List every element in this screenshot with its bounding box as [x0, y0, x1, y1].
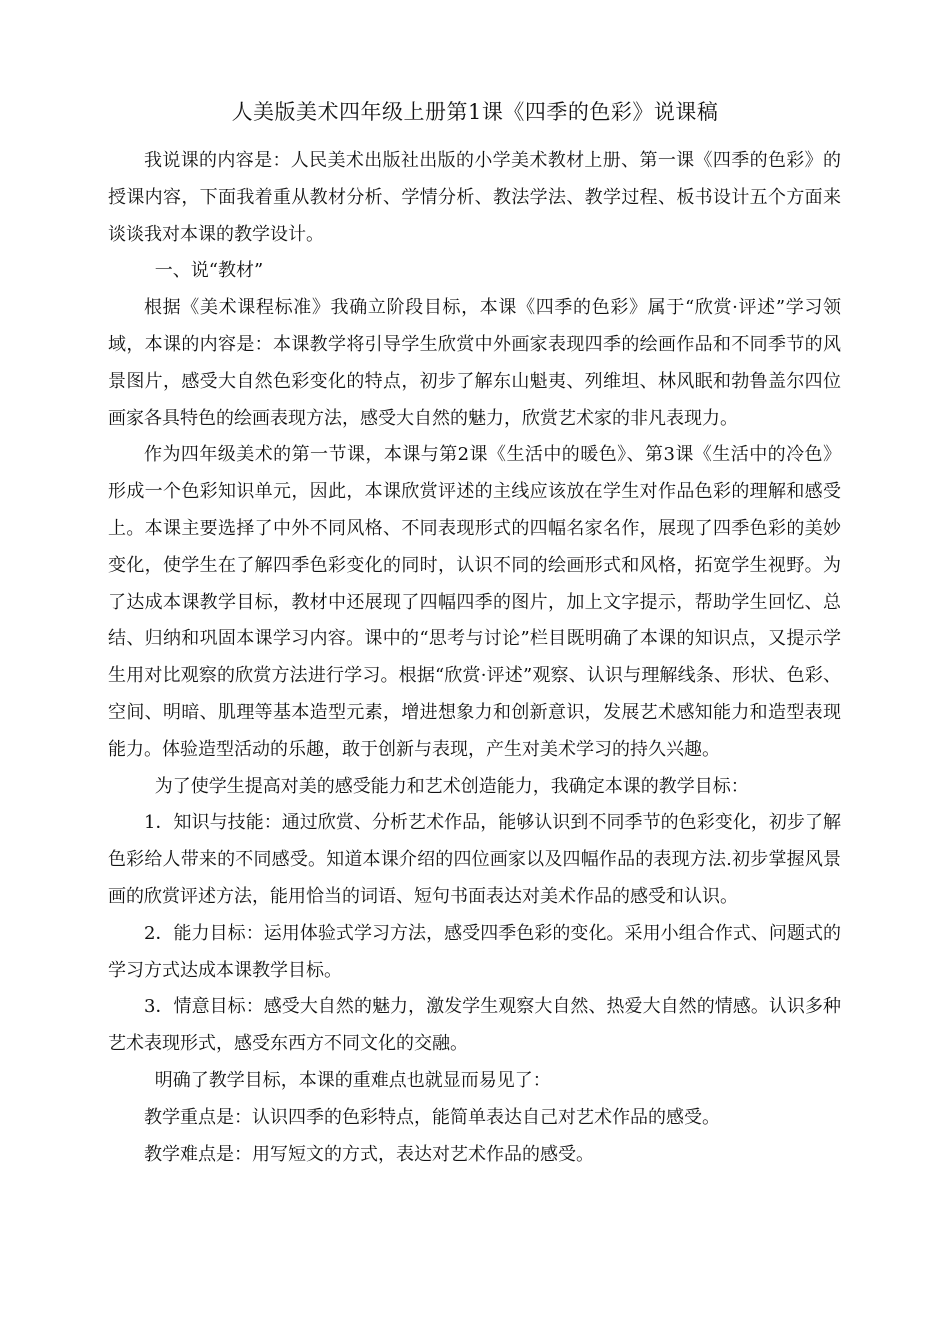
section-heading-textbook: 一、说“教材” — [154, 260, 264, 282]
paragraph-intro: 我说课的内容是：人民美术出版社出版的小学美术教材上册、第一课《四季的色彩》的授课内容，下面我着重从教材分析、学情分析、教法学法、教学过程、板书设计五个方面来谈谈我对本课的教学设计。 — [108, 150, 841, 245]
paragraph-unit: 作为四年级美术的第一节课，本课与第2课《生活中的暖色》、第3课《生活中的冷色》形成一个色彩知识单元，因此，本课欣赏评述的主线应该放在学生对作品色彩的理解和感受上。本课主要选择了中外不同风格、不同表现形式的四幅名家名作，展现了四季色彩的美妙变化，使学生在了解四季色彩变化的同时，认识不同的绘画形式和风格，拓宽学生视野。为了达成本课教学目标，教材中还展现了四幅四季的图片，加上文字提示，帮助学生回忆、总结、归纳和巩固本课学习内容。课中的“思考与讨论”栏目既明确了本课的知识点，又提示学生用对比观察的欣赏方法进行学习。根据“欣赏·评述”观察、认识与理解线条、形状、色彩、空间、明暗、肌理等基本造型元素，增进想象力和创新意识，发展艺术感知能力和造型表现能力。体验造型活动的乐趣，敢于创新与表现，产生对美术学习的持久兴趣。 — [108, 444, 841, 760]
paragraph-goals-intro: 为了使学生提高对美的感受能力和艺术创造能力，我确定本课的教学目标： — [154, 775, 749, 797]
paragraph-goal-ability: 2．能力目标：运用体验式学习方法，感受四季色彩的变化。采用小组合作式、问题式的学习方式达成本课教学目标。 — [108, 922, 841, 981]
paragraph-goal-knowledge: 1．知识与技能：通过欣赏、分析艺术作品，能够认识到不同季节的色彩变化，初步了解色彩给人带来的不同感受。知道本课介绍的四位画家以及四幅作品的表现方法.初步掌握风景画的欣赏评述方法，能用恰当的词语、短句书面表达对美术作品的感受和认识。 — [108, 812, 841, 907]
paragraph-key-point: 教学重点是：认识四季的色彩特点，能简单表达自己对艺术作品的感受。 — [144, 1106, 720, 1128]
paragraph-key-points-intro: 明确了教学目标，本课的重难点也就显而易见了： — [154, 1069, 551, 1091]
paragraph-curriculum: 根据《美术课程标准》我确立阶段目标，本课《四季的色彩》属于“欣赏·评述”学习领域，本课的内容是：本课教学将引导学生欣赏中外画家表现四季的绘画作品和不同季节的风景图片，感受大自然色彩变化的特点，初步了解东山魁夷、列维坦、林风眠和勃鲁盖尔四位画家各具特色的绘画表现方法，感受大自然的魅力，欣赏艺术家的非凡表现力。 — [108, 297, 841, 429]
paragraph-goal-emotion: 3．情意目标：感受大自然的魅力，激发学生观察大自然、热爱大自然的情感。认识多种艺术表现形式，感受东西方不同文化的交融。 — [108, 996, 841, 1055]
document-body — [108, 143, 841, 1173]
document-title: 人美版美术四年级上册第1课《四季的色彩》说课稿 — [231, 100, 719, 124]
paragraph-difficult-point: 教学难点是：用写短文的方式，表达对艺术作品的感受。 — [144, 1143, 594, 1165]
